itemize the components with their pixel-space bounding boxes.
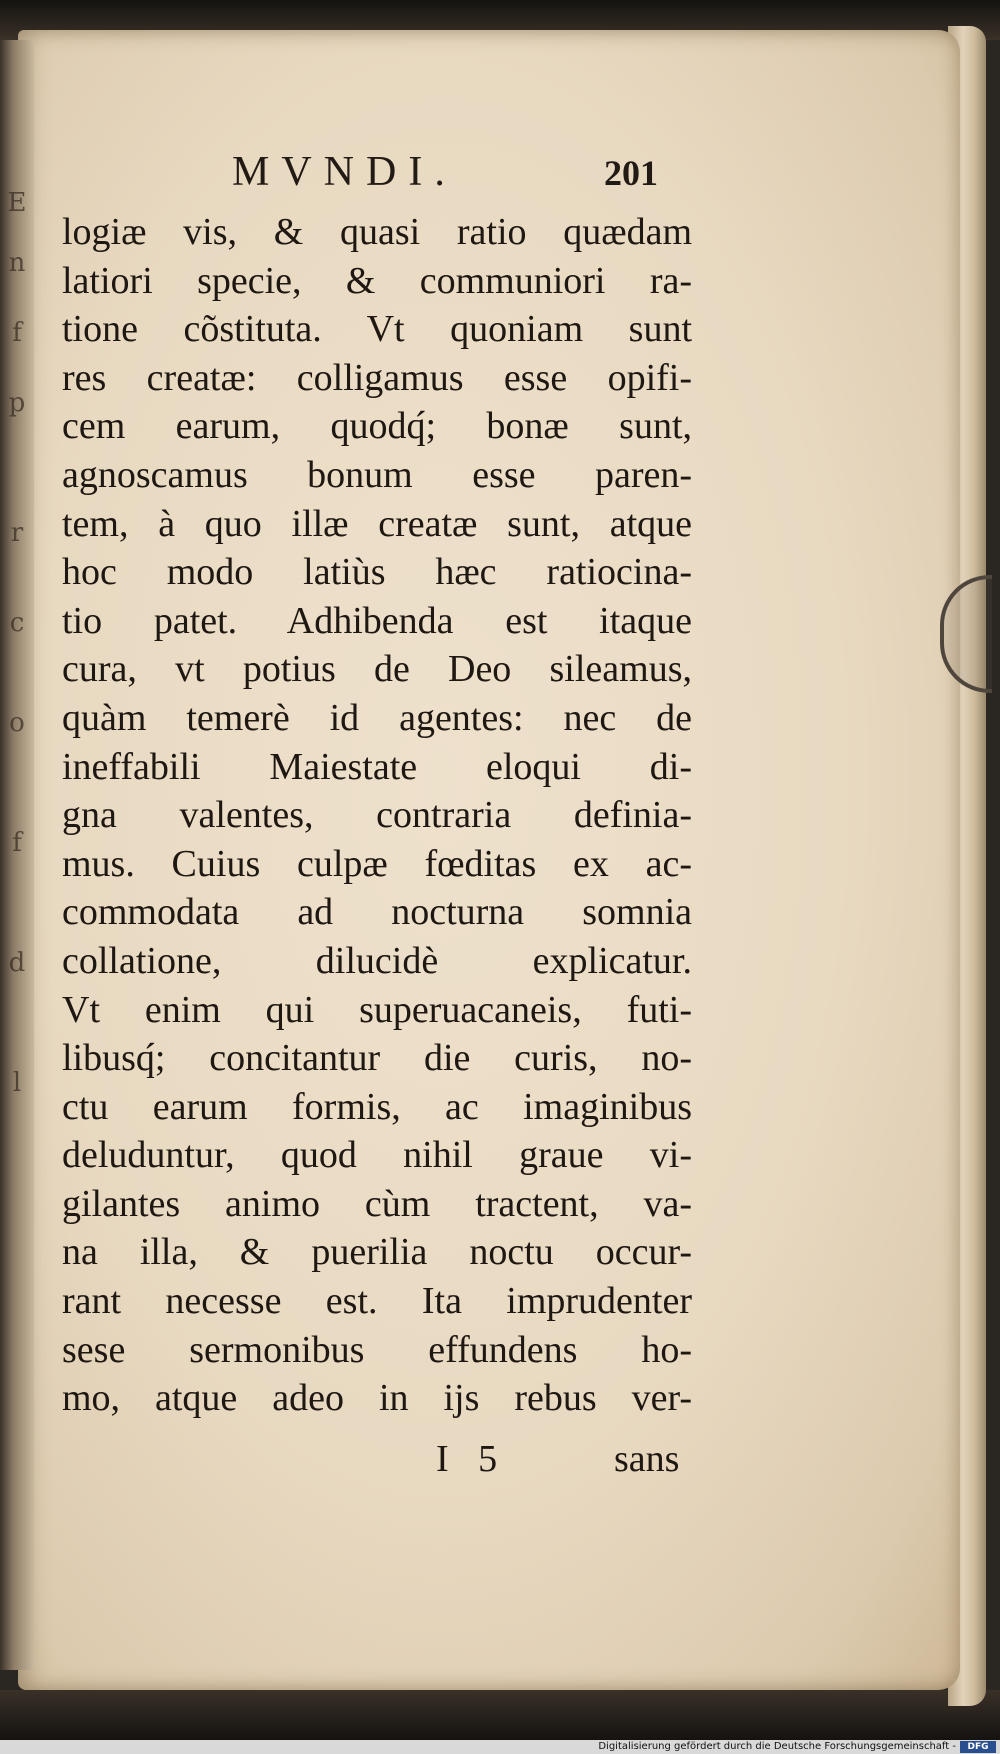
- digitization-credit: Digitalisierung gefördert durch die Deutsche Forschungsgemeinschaft -: [598, 1741, 956, 1752]
- dfg-logo: DFG: [960, 1741, 996, 1753]
- text-line: cem earum, quodq́; bonæ sunt,: [62, 405, 692, 448]
- text-line: tione cõstituta. Vt quoniam sunt: [62, 308, 692, 351]
- signature-mark: I 5: [436, 1438, 508, 1480]
- text-line: logiæ vis, & quasi ratio quædam: [62, 211, 692, 253]
- page-number: 201: [604, 153, 658, 193]
- text-line: Vt enim qui superuacaneis, futi-: [62, 988, 692, 1031]
- facing-page-bleed: E n f p r c o f d l: [7, 188, 27, 1098]
- running-head: MVNDI.: [232, 149, 457, 195]
- text-line: hoc modo latiùs hæc ratiocina-: [62, 551, 692, 594]
- text-line: quàm temerè id agentes: nec de: [62, 696, 692, 739]
- text-line: libusq́; concitantur die curis, no-: [62, 1037, 692, 1080]
- text-line: sese sermonibus effundens ho-: [62, 1328, 692, 1371]
- text-line: collatione, dilucidè explicatur.: [62, 939, 692, 982]
- text-line: commodata ad nocturna somnia: [62, 891, 692, 934]
- catchword: sans: [614, 1438, 680, 1480]
- text-line: gilantes animo cùm tractent, va-: [62, 1182, 692, 1225]
- text-line: agnoscamus bonum esse paren-: [62, 453, 692, 496]
- text-line: rant necesse est. Ita imprudenter: [62, 1280, 692, 1323]
- body-text: [62, 208, 692, 1423]
- text-line: res creatæ: colligamus esse opifi-: [62, 356, 692, 399]
- text-line: cura, vt potius de Deo sileamus,: [62, 648, 692, 691]
- text-line: deluduntur, quod nihil graue vi-: [62, 1134, 692, 1177]
- text-line: mus. Cuius culpæ fœditas ex ac-: [62, 842, 692, 885]
- text-line: na illa, & puerilia noctu occur-: [62, 1231, 692, 1274]
- text-line: gna valentes, contraria definia-: [62, 794, 692, 837]
- text-line: latiori specie, & communiori ra-: [62, 259, 692, 302]
- text-line: tio patet. Adhibenda est itaque: [62, 599, 692, 642]
- binding-shadow-bottom: [0, 1690, 1000, 1740]
- text-line: mo, atque adeo in ijs rebus ver-: [62, 1377, 692, 1420]
- text-line: ineffabili Maiestate eloqui di-: [62, 745, 692, 788]
- text-line: ctu earum formis, ac imaginibus: [62, 1085, 692, 1128]
- text-line: tem, à quo illæ creatæ sunt, atque: [62, 502, 692, 545]
